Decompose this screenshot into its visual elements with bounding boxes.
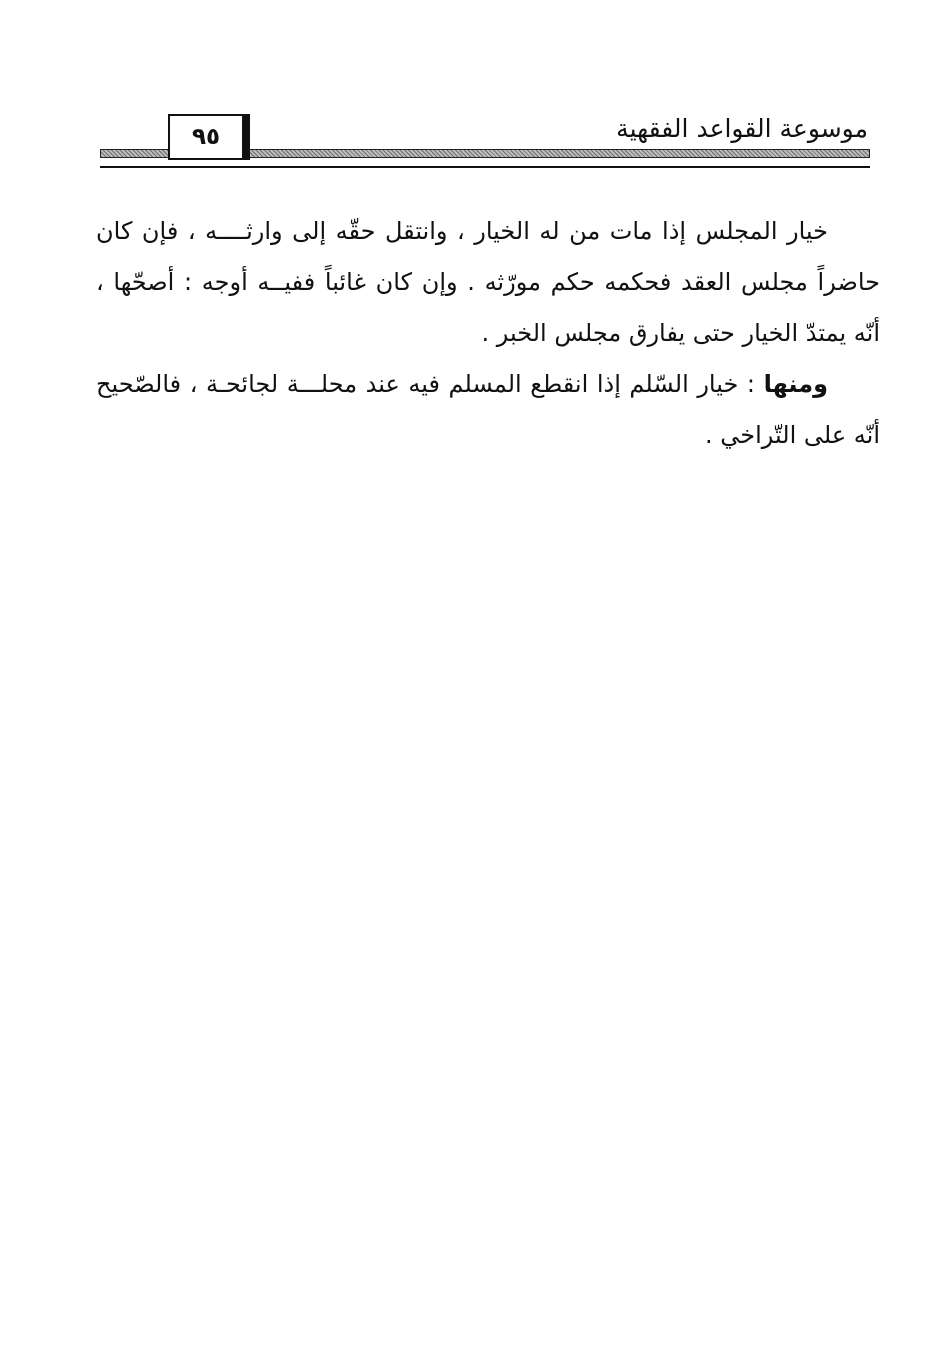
paragraph-2-text: : خيار السّلم إذا انقطع المسلم فيه عند محلـــة لجائحـة ، فالصّحيح أنّه على التّراخي . bbox=[96, 370, 880, 449]
header-rule-line bbox=[100, 166, 870, 168]
page-number-box bbox=[168, 114, 244, 160]
page-body bbox=[96, 206, 880, 461]
paragraph-2-lead: ومنها bbox=[763, 370, 828, 398]
paragraph-2 bbox=[96, 359, 880, 461]
page-number: ٩٥ bbox=[191, 124, 221, 150]
page-header bbox=[0, 0, 950, 180]
paragraph-1: خيار المجلس إذا مات من له الخيار ، وانتقل حقّه إلى وارثــــه ، فإن كان حاضراً مجلس العقد فحكمه حكم مورّثه . وإن كان غائباً ففيــه أوجه : أصحّها ، أنّه يمتدّ الخيار حتى يفارق مجلس الخبر . bbox=[96, 217, 880, 347]
running-header-title: موسوعة القواعد الفقهية bbox=[616, 114, 868, 143]
